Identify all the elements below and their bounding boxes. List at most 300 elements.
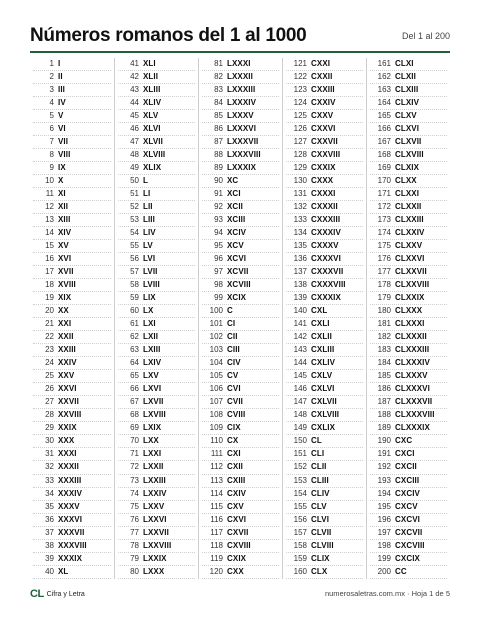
roman-numeral: LXXXIV: [227, 98, 257, 108]
table-row: [202, 136, 279, 149]
table-row: [118, 71, 195, 84]
table-row: [370, 370, 447, 383]
table-row: [202, 240, 279, 253]
arabic-number: 180: [377, 306, 391, 316]
arabic-number: 169: [377, 163, 391, 173]
roman-numeral: CLXXXVII: [395, 397, 433, 407]
table-row: [286, 71, 363, 84]
arabic-number: 30: [45, 436, 54, 446]
arabic-number: 194: [377, 488, 391, 498]
roman-numeral: XCII: [227, 202, 243, 212]
table-row: [202, 123, 279, 136]
roman-numeral: CXVIII: [227, 540, 251, 550]
arabic-number: 21: [45, 319, 54, 329]
table-row: [33, 58, 111, 71]
table-row: [202, 214, 279, 227]
table-row: [202, 253, 279, 266]
arabic-number: 179: [377, 293, 391, 303]
arabic-number: 74: [130, 488, 139, 498]
header-divider: [30, 51, 450, 53]
roman-numeral: CLXXVIII: [395, 280, 430, 290]
table-row: [33, 305, 111, 318]
roman-numeral: LXII: [143, 332, 159, 342]
roman-numeral: CIX: [227, 423, 241, 433]
roman-numeral: CXCVIII: [395, 540, 425, 550]
roman-numeral: CLX: [311, 566, 328, 576]
arabic-number: 91: [214, 189, 223, 199]
arabic-number: 10: [45, 176, 54, 186]
table-row: [370, 422, 447, 435]
roman-numeral: CXCVI: [395, 514, 420, 524]
roman-numeral: XXXI: [58, 449, 77, 459]
arabic-number: 134: [293, 228, 307, 238]
roman-numeral: CLXXVI: [395, 254, 425, 264]
arabic-number: 126: [293, 124, 307, 134]
arabic-number: 79: [130, 553, 139, 563]
arabic-number: 104: [209, 358, 223, 368]
arabic-number: 92: [214, 202, 223, 212]
roman-numeral: CLXXVII: [395, 267, 427, 277]
arabic-number: 172: [377, 202, 391, 212]
roman-numeral: XXII: [58, 332, 74, 342]
roman-numeral: CXLIX: [311, 423, 336, 433]
table-row: [370, 71, 447, 84]
arabic-number: 59: [130, 293, 139, 303]
arabic-number: 155: [293, 501, 307, 511]
table-row: [33, 331, 111, 344]
roman-numeral: V: [58, 111, 64, 121]
roman-numeral: XCI: [227, 189, 241, 199]
roman-numeral: XIII: [58, 215, 71, 225]
table-row: [33, 435, 111, 448]
table-row: [202, 149, 279, 162]
table-row: [118, 396, 195, 409]
table-row: [202, 344, 279, 357]
brand-logo: [30, 587, 85, 601]
roman-numeral: LXXIII: [143, 475, 166, 485]
arabic-number: 181: [377, 319, 391, 329]
arabic-number: 76: [130, 514, 139, 524]
roman-numeral: CLXXXVIII: [395, 410, 435, 420]
table-row: [118, 110, 195, 123]
table-column: [366, 58, 450, 579]
roman-numeral: XIX: [58, 293, 72, 303]
table-row: [118, 227, 195, 240]
roman-numeral: CLXXX: [395, 306, 423, 316]
roman-numeral: CXXXV: [311, 241, 339, 251]
roman-numeral: XCIX: [227, 293, 247, 303]
table-row: [370, 266, 447, 279]
table-row: [33, 279, 111, 292]
roman-numeral: XLVIII: [143, 150, 166, 160]
table-row: [33, 136, 111, 149]
table-row: [118, 527, 195, 540]
range-label: Del 1 al 200: [401, 31, 450, 41]
roman-numeral: CIV: [227, 358, 241, 368]
table-row: [286, 553, 363, 566]
arabic-number: 26: [45, 384, 54, 394]
table-row: [370, 383, 447, 396]
roman-numeral: CLXII: [395, 72, 416, 82]
arabic-number: 56: [130, 254, 139, 264]
arabic-number: 99: [214, 293, 223, 303]
table-row: [286, 357, 363, 370]
arabic-number: 78: [130, 540, 139, 550]
arabic-number: 71: [130, 449, 139, 459]
arabic-number: 49: [130, 163, 139, 173]
arabic-number: 31: [45, 449, 54, 459]
arabic-number: 163: [377, 85, 391, 95]
table-row: [118, 357, 195, 370]
roman-numeral: LIII: [143, 215, 155, 225]
arabic-number: 110: [210, 436, 223, 446]
table-row: [370, 253, 447, 266]
arabic-number: 108: [209, 410, 223, 420]
roman-numeral: LXVIII: [143, 410, 166, 420]
roman-numeral: CXCII: [395, 462, 417, 472]
arabic-number: 38: [45, 540, 54, 550]
arabic-number: 11: [45, 189, 54, 199]
arabic-number: 198: [377, 540, 391, 550]
roman-numeral: LXXI: [143, 449, 162, 459]
roman-numeral: CLI: [311, 449, 325, 459]
table-row: [370, 305, 447, 318]
table-row: [118, 201, 195, 214]
arabic-number: 165: [377, 111, 391, 121]
roman-numeral: XV: [58, 241, 69, 251]
table-row: [118, 409, 195, 422]
table-row: [118, 149, 195, 162]
table-row: [202, 448, 279, 461]
page-title: Números romanos del 1 al 1000: [30, 25, 307, 46]
table-row: [370, 279, 447, 292]
arabic-number: 96: [214, 254, 223, 264]
roman-numeral: CV: [227, 371, 239, 381]
table-row: [286, 475, 363, 488]
roman-numeral: XCVIII: [227, 280, 251, 290]
roman-numeral: CLXXIII: [395, 215, 424, 225]
table-row: [370, 84, 447, 97]
roman-numeral: CXLII: [311, 332, 332, 342]
arabic-number: 86: [214, 124, 223, 134]
table-row: [202, 188, 279, 201]
arabic-number: 3: [49, 85, 54, 95]
arabic-number: 200: [377, 566, 391, 576]
roman-numeral: II: [58, 72, 63, 82]
arabic-number: 167: [377, 137, 391, 147]
arabic-number: 184: [377, 358, 391, 368]
table-row: [370, 136, 447, 149]
table-row: [286, 305, 363, 318]
roman-numeral: LXXXVII: [227, 137, 259, 147]
arabic-number: 16: [45, 254, 54, 264]
roman-numeral: LVI: [143, 254, 156, 264]
roman-numeral: XCVI: [227, 254, 247, 264]
roman-numeral: CLXX: [395, 176, 417, 186]
arabic-number: 138: [293, 280, 307, 290]
arabic-number: 178: [377, 280, 391, 290]
arabic-number: 106: [209, 384, 223, 394]
roman-numeral: LXXVII: [143, 527, 169, 537]
roman-numeral: CX: [227, 436, 239, 446]
table-row: [202, 396, 279, 409]
table-row: [202, 514, 279, 527]
roman-numeral: LXVI: [143, 384, 162, 394]
arabic-number: 18: [45, 280, 54, 290]
arabic-number: 187: [377, 397, 391, 407]
roman-numeral: CLXVI: [395, 124, 420, 134]
roman-numeral: CXL: [311, 306, 328, 316]
arabic-number: 199: [377, 553, 391, 563]
table-row: [286, 149, 363, 162]
roman-numeral: LIX: [143, 293, 156, 303]
table-row: [33, 214, 111, 227]
table-row: [286, 188, 363, 201]
roman-numeral: XXXIV: [58, 488, 83, 498]
table-row: [286, 566, 363, 579]
roman-numeral: XVI: [58, 254, 72, 264]
table-row: [33, 97, 111, 110]
arabic-number: 42: [130, 72, 139, 82]
arabic-number: 175: [377, 241, 391, 251]
roman-numeral: XXV: [58, 371, 75, 381]
arabic-number: 33: [45, 475, 54, 485]
arabic-number: 93: [214, 215, 223, 225]
roman-numeral: CXXXIX: [311, 293, 341, 303]
arabic-number: 27: [45, 397, 54, 407]
table-row: [33, 344, 111, 357]
roman-numeral: XXXV: [58, 501, 80, 511]
roman-numeral: LXXIX: [143, 553, 167, 563]
table-row: [202, 435, 279, 448]
arabic-number: 37: [45, 527, 54, 537]
roman-numeral: CLXIX: [395, 163, 420, 173]
roman-numeral: CXI: [227, 449, 241, 459]
arabic-number: 15: [45, 241, 54, 251]
roman-numeral: CXIII: [227, 475, 246, 485]
roman-numeral: LI: [143, 189, 151, 199]
roman-numeral: LXXXIX: [227, 163, 257, 173]
roman-numeral: CLII: [311, 462, 327, 472]
roman-numeral: LXIX: [143, 423, 162, 433]
table-row: [286, 266, 363, 279]
arabic-number: 137: [293, 267, 307, 277]
arabic-number: 161: [377, 59, 391, 68]
table-row: [202, 501, 279, 514]
arabic-number: 186: [377, 384, 391, 394]
roman-numeral: CIII: [227, 345, 240, 355]
table-row: [370, 149, 447, 162]
arabic-number: 75: [130, 501, 139, 511]
arabic-number: 162: [377, 72, 391, 82]
table-row: [202, 553, 279, 566]
roman-numeral: CLXXI: [395, 189, 420, 199]
roman-numeral: LXXXII: [227, 72, 253, 82]
table-row: [33, 149, 111, 162]
roman-numeral: CLIV: [311, 488, 330, 498]
arabic-number: 151: [293, 449, 307, 459]
arabic-number: 129: [293, 163, 307, 173]
roman-numeral: CXCIV: [395, 488, 420, 498]
roman-numeral: XVIII: [58, 280, 76, 290]
arabic-number: 90: [214, 176, 223, 186]
roman-numeral: CXLIII: [311, 345, 335, 355]
roman-numeral: XXI: [58, 319, 72, 329]
roman-numeral: XC: [227, 176, 239, 186]
table-row: [286, 123, 363, 136]
table-row: [33, 501, 111, 514]
logo-text: Cifra y Letra: [46, 590, 85, 598]
table-row: [286, 422, 363, 435]
roman-numeral: XLV: [143, 111, 159, 121]
arabic-number: 51: [130, 189, 139, 199]
arabic-number: 142: [293, 332, 307, 342]
arabic-number: 65: [130, 371, 139, 381]
table-row: [286, 84, 363, 97]
arabic-number: 85: [214, 111, 223, 121]
roman-numeral: LV: [143, 241, 153, 251]
table-row: [118, 162, 195, 175]
arabic-number: 154: [293, 488, 307, 498]
table-column: [198, 58, 282, 579]
logo-mark-icon: CL: [30, 588, 44, 600]
arabic-number: 192: [377, 462, 391, 472]
table-row: [118, 292, 195, 305]
arabic-number: 50: [130, 176, 139, 186]
roman-numeral: CLXXXIII: [395, 345, 430, 355]
roman-numeral: CXLVII: [311, 397, 337, 407]
roman-numeral: XLVI: [143, 124, 161, 134]
roman-numeral: XLI: [143, 59, 156, 68]
table-row: [33, 475, 111, 488]
table-row: [202, 266, 279, 279]
arabic-number: 121: [293, 59, 307, 68]
arabic-number: 164: [377, 98, 391, 108]
table-row: [286, 318, 363, 331]
roman-numeral: XXVI: [58, 384, 77, 394]
arabic-number: 66: [130, 384, 139, 394]
table-row: [202, 566, 279, 579]
table-row: [33, 123, 111, 136]
table-row: [118, 331, 195, 344]
arabic-number: 54: [130, 228, 139, 238]
table-row: [118, 475, 195, 488]
table-row: [118, 318, 195, 331]
roman-numeral: LXXXIII: [227, 85, 256, 95]
table-row: [33, 240, 111, 253]
roman-numeral: CXXXVII: [311, 267, 344, 277]
arabic-number: 72: [130, 462, 139, 472]
table-row: [286, 331, 363, 344]
arabic-number: 70: [130, 436, 139, 446]
roman-numeral: CXX: [227, 566, 244, 576]
roman-numeral: CLXIV: [395, 98, 420, 108]
roman-numeral: CLXV: [395, 111, 417, 121]
roman-numeral: LIV: [143, 228, 156, 238]
table-row: [370, 331, 447, 344]
arabic-number: 111: [210, 449, 223, 459]
arabic-number: 97: [214, 267, 223, 277]
roman-numeral: CXXI: [311, 59, 331, 68]
table-row: [370, 540, 447, 553]
table-row: [202, 279, 279, 292]
table-column: [114, 58, 198, 579]
arabic-number: 84: [214, 98, 223, 108]
arabic-number: 40: [45, 566, 54, 576]
roman-numeral: CXXXI: [311, 189, 336, 199]
table-row: [118, 175, 195, 188]
roman-numeral: LVIII: [143, 280, 160, 290]
table-row: [202, 58, 279, 71]
roman-numeral: CXXVII: [311, 137, 338, 147]
arabic-number: 159: [293, 553, 307, 563]
arabic-number: 195: [377, 501, 391, 511]
table-row: [370, 527, 447, 540]
roman-numeral: LXXXVIII: [227, 150, 261, 160]
arabic-number: 190: [377, 436, 391, 446]
arabic-number: 53: [130, 215, 139, 225]
roman-numeral: CXII: [227, 462, 243, 472]
arabic-number: 64: [130, 358, 139, 368]
roman-numeral: CXV: [227, 501, 244, 511]
arabic-number: 88: [214, 150, 223, 160]
roman-numeral: CLV: [311, 501, 327, 511]
roman-numeral: XLIII: [143, 85, 161, 95]
table-row: [286, 370, 363, 383]
page-header: [30, 25, 450, 47]
table-row: [118, 514, 195, 527]
table-row: [118, 84, 195, 97]
roman-numeral: CXXIII: [311, 85, 335, 95]
arabic-number: 191: [377, 449, 391, 459]
roman-numeral: XVII: [58, 267, 74, 277]
roman-numeral: LII: [143, 202, 153, 212]
arabic-number: 14: [45, 228, 54, 238]
table-row: [370, 318, 447, 331]
roman-numeral: CC: [395, 566, 407, 576]
table-row: [202, 475, 279, 488]
arabic-number: 77: [130, 527, 139, 537]
roman-numeral: CXVII: [227, 527, 249, 537]
arabic-number: 24: [45, 358, 54, 368]
arabic-number: 183: [377, 345, 391, 355]
table-row: [286, 240, 363, 253]
roman-numeral: CXLI: [311, 319, 330, 329]
arabic-number: 29: [45, 423, 54, 433]
roman-numeral: CXXVIII: [311, 150, 341, 160]
roman-numeral: CXXXIV: [311, 228, 341, 238]
arabic-number: 43: [130, 85, 139, 95]
arabic-number: 52: [130, 202, 139, 212]
arabic-number: 127: [293, 137, 307, 147]
table-row: [202, 383, 279, 396]
table-row: [286, 488, 363, 501]
roman-numeral: CL: [311, 436, 322, 446]
table-row: [286, 501, 363, 514]
arabic-number: 174: [377, 228, 391, 238]
arabic-number: 115: [210, 501, 223, 511]
table-row: [118, 566, 195, 579]
table-column: [30, 58, 114, 579]
arabic-number: 157: [293, 527, 307, 537]
arabic-number: 112: [210, 462, 223, 472]
arabic-number: 4: [49, 98, 54, 108]
table-row: [118, 448, 195, 461]
arabic-number: 102: [209, 332, 223, 342]
arabic-number: 57: [130, 267, 139, 277]
table-row: [33, 188, 111, 201]
roman-numeral: CXXV: [311, 111, 334, 121]
